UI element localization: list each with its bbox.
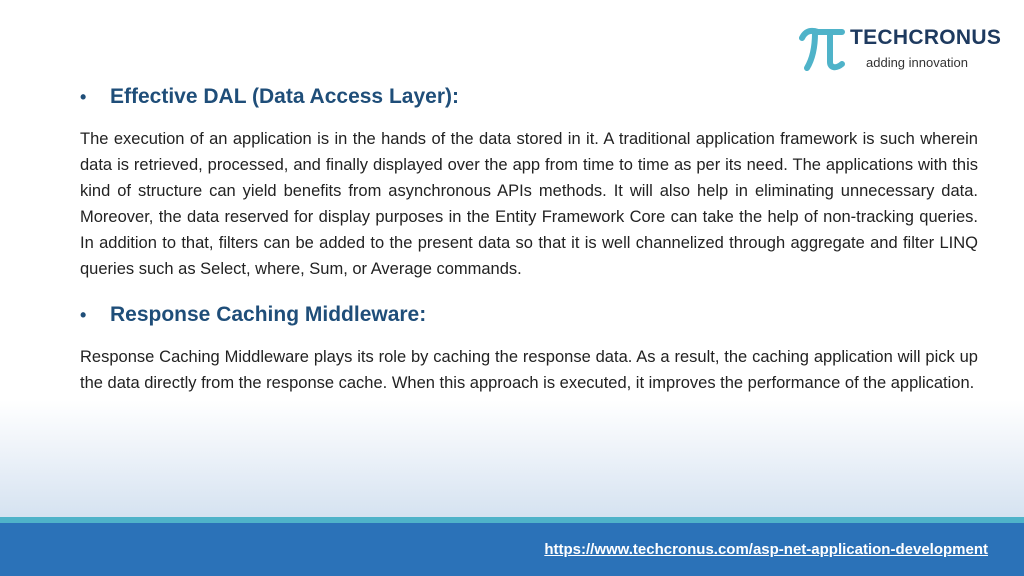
- pi-icon: [798, 24, 846, 72]
- section-heading-dal: [80, 82, 978, 112]
- section-body-dal: The execution of an application is in the hands of the data stored in it. A traditional application framework is such wherein data is retrieved, processed, and finally displayed over the app from time to time as per its need. The applications with this kind of structure can yield benefits from asynchronous APIs methods. It will also help in eliminating unnecessary data. Moreover, the data reserved for display purposes in the Entity Framework Core can take the help of non-tracking queries. In addition to that, filters can be added to the present data so that it is well channelized through aggregate and filter LINQ queries such as Select, where, Sum, or Average commands.: [80, 130, 978, 278]
- footer-bar: [0, 523, 1024, 576]
- brand-logo: [798, 24, 1003, 74]
- bullet-icon: •: [80, 87, 87, 107]
- brand-name: TECHCRONUS: [850, 26, 1002, 49]
- slide-content: [80, 82, 978, 414]
- bullet-icon: •: [80, 305, 87, 325]
- section-heading-caching: [80, 300, 978, 330]
- section-heading-text: Response Caching Middleware:: [110, 303, 427, 326]
- section-body-caching: Response Caching Middleware plays its role by caching the response data. As a result, the caching application will pick up the data directly from the response cache. When this approach is executed, it improves the performance of the application.: [80, 348, 978, 392]
- footer-website-link[interactable]: https://www.techcronus.com/asp-net-application-development: [544, 541, 988, 558]
- section-heading-text: Effective DAL (Data Access Layer):: [110, 85, 459, 108]
- brand-tagline: adding innovation: [866, 55, 968, 70]
